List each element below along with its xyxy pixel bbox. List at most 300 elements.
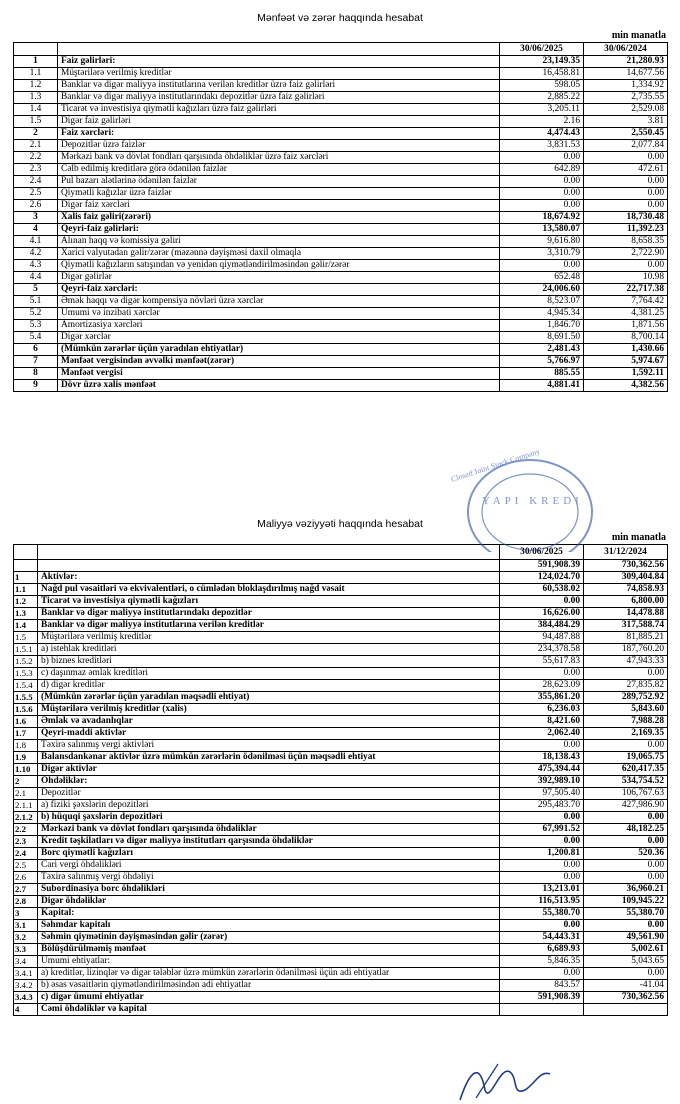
balance-value-col1: 0.00 <box>500 860 584 872</box>
balance-value-col1: 591,908.39 <box>500 992 584 1004</box>
income-table-row <box>14 356 668 368</box>
income-row-label: Qiymətli kağızların satışından və yenidən qiymətləndirilməsindən gəlir/zərər <box>58 260 500 272</box>
balance-row-label: b) hüquqi şəxslərin depozitləri <box>38 812 500 824</box>
balance-row-number: 3.2 <box>14 932 38 944</box>
income-statement-table <box>13 42 668 392</box>
company-stamp-icon <box>430 442 600 552</box>
balance-table-row <box>14 932 668 944</box>
balance-row-number: 1.1 <box>14 584 38 596</box>
balance-value-col1: 0.00 <box>500 836 584 848</box>
income-value-col2: 1,592.11 <box>584 368 668 380</box>
income-value-col2: 5,974.67 <box>584 356 668 368</box>
income-row-number: 1.4 <box>14 104 58 116</box>
balance-row-label: Cəmi öhdəliklər və kapital <box>38 1004 500 1016</box>
balance-row-label: a) istehlak kreditləri <box>38 644 500 656</box>
balance-column-header: 31/12/2024 <box>584 545 668 560</box>
balance-value-col2: 0.00 <box>584 968 668 980</box>
balance-row-label: Müştərilərə verilmiş kreditlər (xalis) <box>38 704 500 716</box>
balance-column-header: 30/06/2025 <box>500 545 584 560</box>
balance-table-row <box>14 1004 668 1016</box>
balance-row-number: 1.9 <box>14 752 38 764</box>
income-row-label: Xalis faiz gəliri(zərəri) <box>58 212 500 224</box>
income-value-col2: 0.00 <box>584 200 668 212</box>
income-row-number: 7 <box>14 356 58 368</box>
income-table-row <box>14 188 668 200</box>
balance-row-label: Səhmdar kapitalı <box>38 920 500 932</box>
income-column-header: 30/06/2024 <box>584 43 668 56</box>
income-row-label: Faiz xərcləri: <box>58 128 500 140</box>
income-row-label: Amortizasiya xərcləri <box>58 320 500 332</box>
balance-value-col1: 97,505.40 <box>500 788 584 800</box>
income-value-col2: 472.61 <box>584 164 668 176</box>
income-table-row <box>14 320 668 332</box>
balance-table-row <box>14 704 668 716</box>
balance-value-col1: 60,538.02 <box>500 584 584 596</box>
income-row-number: 8 <box>14 368 58 380</box>
balance-table-row <box>14 656 668 668</box>
income-row-label: Alınan haqq və komissiya gəliri <box>58 236 500 248</box>
balance-row-number: 1.5.2 <box>14 656 38 668</box>
income-value-col1: 2,885.22 <box>500 92 584 104</box>
balance-value-col1: 355,861.20 <box>500 692 584 704</box>
income-table-row <box>14 260 668 272</box>
income-value-col2: 1,334.92 <box>584 80 668 92</box>
balance-row-number: 3 <box>14 908 38 920</box>
balance-table-row <box>14 716 668 728</box>
income-value-col1: 3,310.79 <box>500 248 584 260</box>
income-row-label: Ticarət və investisiya qiymətli kağızları üzrə faiz gəlirləri <box>58 104 500 116</box>
income-table-row <box>14 68 668 80</box>
balance-value-col1: 54,443.31 <box>500 932 584 944</box>
income-value-col1: 4,474.43 <box>500 128 584 140</box>
income-value-col1: 13,580.07 <box>500 224 584 236</box>
balance-row-label: Səhmin qiymətinin dəyişməsindən gəlir (zərər) <box>38 932 500 944</box>
balance-row-number: 1.2 <box>14 596 38 608</box>
balance-row-label: Mərkəzi bank və dövlət fondları qarşısında öhdəliklər <box>38 824 500 836</box>
balance-value-col1: 0.00 <box>500 812 584 824</box>
income-value-col1: 2.16 <box>500 116 584 128</box>
income-value-col2: 2,529.08 <box>584 104 668 116</box>
balance-row-number: 2 <box>14 776 38 788</box>
balance-value-col2: 27,835.82 <box>584 680 668 692</box>
balance-row-number: 1.5 <box>14 632 38 644</box>
balance-row-label: Digər öhdəliklər <box>38 896 500 908</box>
balance-row-label: Əmlak və avadanlıqlar <box>38 716 500 728</box>
income-table-row <box>14 368 668 380</box>
income-value-col1: 23,149.35 <box>500 56 584 68</box>
income-table-row <box>14 152 668 164</box>
income-value-col1: 4,881.41 <box>500 380 584 392</box>
income-value-col1: 2,481.43 <box>500 344 584 356</box>
balance-row-label: a) kreditlər, lizinqlər və digər tələblər üzrə mümkün zərərlərin ödənilməsi üçün adi ehtiyatlar <box>38 968 500 980</box>
svg-text:Closed Joint Stock Company: Closed Joint Stock Company <box>449 446 542 484</box>
balance-table-row <box>14 836 668 848</box>
signature-icon <box>440 1060 560 1104</box>
income-row-label: Əmək haqqı və digər kompensiya növləri üzrə xərclər <box>58 296 500 308</box>
income-row-number: 2.6 <box>14 200 58 212</box>
income-table-row <box>14 56 668 68</box>
income-table-row <box>14 212 668 224</box>
balance-value-col2: 289,752.92 <box>584 692 668 704</box>
income-row-number: 5.2 <box>14 308 58 320</box>
income-value-col1: 0.00 <box>500 200 584 212</box>
income-row-label: Depozitlər üzrə faizlər <box>58 140 500 152</box>
income-row-label: Müştərilərə verilmiş kreditlər <box>58 68 500 80</box>
income-table-row <box>14 296 668 308</box>
income-value-col1: 3,831.53 <box>500 140 584 152</box>
balance-row-number: 1.8 <box>14 740 38 752</box>
balance-row-number: 2.7 <box>14 884 38 896</box>
income-table-row <box>14 272 668 284</box>
income-value-col2: 14,677.56 <box>584 68 668 80</box>
balance-value-col1: 55,380.70 <box>500 908 584 920</box>
income-table-row <box>14 92 668 104</box>
balance-row-number: 2.3 <box>14 836 38 848</box>
balance-value-col2: 109,945.22 <box>584 896 668 908</box>
balance-sheet-title: Maliyyə vəziyyəti haqqında hesabat <box>257 518 423 530</box>
balance-value-col1: 0.00 <box>500 968 584 980</box>
income-value-col1: 642.89 <box>500 164 584 176</box>
balance-row-label: Balansdankənar aktivlər üzrə mümkün zərərlərin ödənilməsi üçün məqsədli ehtiyat <box>38 752 500 764</box>
balance-value-col1: 6,236.03 <box>500 704 584 716</box>
balance-row-number: 2.1.1 <box>14 800 38 812</box>
income-table-row <box>14 224 668 236</box>
balance-table-row <box>14 812 668 824</box>
balance-row-number: 1.4 <box>14 620 38 632</box>
balance-table-row <box>14 848 668 860</box>
income-value-col2: 1,871.56 <box>584 320 668 332</box>
balance-row-label: Kapital: <box>38 908 500 920</box>
balance-value-col2: 55,380.70 <box>584 908 668 920</box>
income-row-number: 1.3 <box>14 92 58 104</box>
balance-value-col1: 8,421.60 <box>500 716 584 728</box>
income-value-col2: 18,730.48 <box>584 212 668 224</box>
balance-row-number: 2.1 <box>14 788 38 800</box>
balance-value-col1: 2,062.40 <box>500 728 584 740</box>
income-row-number: 4.1 <box>14 236 58 248</box>
income-table-row <box>14 140 668 152</box>
income-value-col1: 885.55 <box>500 368 584 380</box>
income-row-label: Faiz gəlirləri: <box>58 56 500 68</box>
income-row-label: Pul bazarı alətlərinə ödənilən faizlər <box>58 176 500 188</box>
income-value-col2: 0.00 <box>584 188 668 200</box>
balance-row-number: 3.4 <box>14 956 38 968</box>
balance-row-label: Təxirə salınmış vergi öhdəliyi <box>38 872 500 884</box>
balance-row-number: 2.8 <box>14 896 38 908</box>
balance-table-row <box>14 728 668 740</box>
balance-row-number: 2.2 <box>14 824 38 836</box>
income-row-number: 6 <box>14 344 58 356</box>
balance-value-col2: 0.00 <box>584 920 668 932</box>
income-value-col2: 2,077.84 <box>584 140 668 152</box>
balance-value-col2: 81,885.21 <box>584 632 668 644</box>
income-value-col1: 8,691.50 <box>500 332 584 344</box>
balance-row-number: 3.4.3 <box>14 992 38 1004</box>
income-unit-label: min manatla <box>611 30 666 41</box>
income-table-row <box>14 116 668 128</box>
income-value-col2: 4,382.56 <box>584 380 668 392</box>
balance-table-row <box>14 596 668 608</box>
balance-value-col2: 309,404.84 <box>584 572 668 584</box>
balance-value-col2: 620,417.35 <box>584 764 668 776</box>
balance-value-col2: 187,760.20 <box>584 644 668 656</box>
balance-value-col2: 5,043.65 <box>584 956 668 968</box>
income-row-label: Digər faiz gəlirləri <box>58 116 500 128</box>
balance-row-label: Banklar və digər maliyyə institutlarındakı depozitlər <box>38 608 500 620</box>
balance-row-label: Müştərilərə verilmiş kreditlər <box>38 632 500 644</box>
balance-row-label <box>38 560 500 572</box>
balance-table-row <box>14 572 668 584</box>
income-row-label: Digər gəlirlər <box>58 272 500 284</box>
income-value-col2: 3.81 <box>584 116 668 128</box>
income-row-label: Digər xərclər <box>58 332 500 344</box>
balance-row-label: a) fiziki şəxslərin depozitləri <box>38 800 500 812</box>
balance-value-col2: 730,362.56 <box>584 992 668 1004</box>
income-row-number: 2.4 <box>14 176 58 188</box>
balance-value-col1: 392,989.10 <box>500 776 584 788</box>
balance-table-row <box>14 896 668 908</box>
income-row-label: Qeyri-faiz gəlirləri: <box>58 224 500 236</box>
income-row-number: 2.1 <box>14 140 58 152</box>
balance-value-col2: 317,588.74 <box>584 620 668 632</box>
balance-value-col2: 14,478.88 <box>584 608 668 620</box>
income-row-number: 2 <box>14 128 58 140</box>
income-row-label: Banklar və digər maliyyə institutlarına verilən kreditlər üzrə faiz gəlirləri <box>58 80 500 92</box>
balance-value-col1: 94,487.88 <box>500 632 584 644</box>
income-row-number: 1.5 <box>14 116 58 128</box>
balance-table-row <box>14 584 668 596</box>
income-value-col1: 8,523.07 <box>500 296 584 308</box>
income-value-col1: 18,674.92 <box>500 212 584 224</box>
balance-value-col1: 384,484.29 <box>500 620 584 632</box>
balance-value-col2: 520.36 <box>584 848 668 860</box>
income-value-col2: 8,658.35 <box>584 236 668 248</box>
balance-value-col2: 0.00 <box>584 812 668 824</box>
balance-table-row <box>14 944 668 956</box>
income-table-row <box>14 104 668 116</box>
income-table-row <box>14 176 668 188</box>
income-value-col2: 22,717.38 <box>584 284 668 296</box>
balance-table-row <box>14 788 668 800</box>
balance-table-row <box>14 608 668 620</box>
income-value-col1: 0.00 <box>500 188 584 200</box>
balance-table-row <box>14 632 668 644</box>
balance-row-label: Banklar və digər maliyyə institutlarına verilən kreditlər <box>38 620 500 632</box>
balance-table-row <box>14 776 668 788</box>
income-row-label: Mərkəzi bank və dövlət fondları qarşısında öhdəliklər üzrə faiz xərcləri <box>58 152 500 164</box>
income-table-row <box>14 128 668 140</box>
balance-row-label: (Mümkün zərərlər üçün yaradılan məqsədli ehtiyat) <box>38 692 500 704</box>
balance-table-row <box>14 980 668 992</box>
balance-row-number: 1.3 <box>14 608 38 620</box>
balance-value-col2 <box>584 1004 668 1016</box>
balance-row-label: Depozitlər <box>38 788 500 800</box>
income-row-number: 9 <box>14 380 58 392</box>
income-row-number: 1 <box>14 56 58 68</box>
balance-table-row <box>14 620 668 632</box>
balance-table-row <box>14 560 668 572</box>
balance-value-col2: -41.04 <box>584 980 668 992</box>
income-column-header: 30/06/2025 <box>500 43 584 56</box>
income-header-blank <box>58 43 500 56</box>
balance-row-label: Öhdəliklər: <box>38 776 500 788</box>
balance-row-label: Nağd pul vəsaitləri və ekvivalentləri, o cümlədən bloklaşdırılmış nağd vəsait <box>38 584 500 596</box>
income-row-number: 5.1 <box>14 296 58 308</box>
balance-table-row <box>14 692 668 704</box>
income-value-col2: 11,392.23 <box>584 224 668 236</box>
balance-table-row <box>14 956 668 968</box>
balance-row-number: 1.5.1 <box>14 644 38 656</box>
balance-row-label: b) biznes kreditləri <box>38 656 500 668</box>
balance-row-number: 2.1.2 <box>14 812 38 824</box>
income-value-col2: 0.00 <box>584 260 668 272</box>
balance-value-col2: 49,561.90 <box>584 932 668 944</box>
balance-value-col2: 0.00 <box>584 860 668 872</box>
income-header-blank <box>14 43 58 56</box>
income-value-col2: 7,764.42 <box>584 296 668 308</box>
income-value-col1: 598.05 <box>500 80 584 92</box>
income-header-row <box>14 43 668 56</box>
income-row-label: Banklar və digər maliyyə institutlarındakı depozitlər üzrə faiz gəlirləri <box>58 92 500 104</box>
income-row-number: 2.2 <box>14 152 58 164</box>
balance-row-number: 1.7 <box>14 728 38 740</box>
income-row-label: Dövr üzrə xalis mənfəət <box>58 380 500 392</box>
balance-table-row <box>14 884 668 896</box>
balance-value-col2: 7,988.28 <box>584 716 668 728</box>
income-row-number: 3 <box>14 212 58 224</box>
income-row-number: 4 <box>14 224 58 236</box>
balance-value-col1 <box>500 1004 584 1016</box>
balance-value-col1: 475,394.44 <box>500 764 584 776</box>
balance-table-row <box>14 908 668 920</box>
balance-value-col2: 0.00 <box>584 836 668 848</box>
balance-row-number: 2.5 <box>14 860 38 872</box>
balance-row-label: Cari vergi öhdəlikləri <box>38 860 500 872</box>
balance-row-label: Digər aktivlər <box>38 764 500 776</box>
balance-row-label: Təxirə salınmış vergi aktivləri <box>38 740 500 752</box>
income-row-label: Ümumi və inzibati xərclər <box>58 308 500 320</box>
income-table-row <box>14 164 668 176</box>
income-row-number: 4.3 <box>14 260 58 272</box>
balance-value-col2: 2,169.35 <box>584 728 668 740</box>
balance-table-row <box>14 992 668 1004</box>
balance-table-row <box>14 668 668 680</box>
balance-row-label: Subordinasiya borc öhdəlikləri <box>38 884 500 896</box>
income-value-col1: 0.00 <box>500 260 584 272</box>
balance-unit-label: min manatla <box>611 532 666 543</box>
balance-row-number: 1.10 <box>14 764 38 776</box>
balance-value-col1: 295,483.70 <box>500 800 584 812</box>
balance-row-number: 2.6 <box>14 872 38 884</box>
balance-row-number: 2.4 <box>14 848 38 860</box>
balance-value-col2: 5,002.61 <box>584 944 668 956</box>
balance-value-col1: 6,689.93 <box>500 944 584 956</box>
income-table-row <box>14 380 668 392</box>
balance-table-row <box>14 824 668 836</box>
balance-value-col1: 124,024.70 <box>500 572 584 584</box>
balance-value-col2: 74,858.93 <box>584 584 668 596</box>
income-value-col2: 0.00 <box>584 152 668 164</box>
balance-value-col2: 48,182.25 <box>584 824 668 836</box>
balance-row-label: Borc qiymətli kağızları <box>38 848 500 860</box>
balance-table-row <box>14 920 668 932</box>
income-row-number: 1.2 <box>14 80 58 92</box>
balance-table-row <box>14 752 668 764</box>
balance-value-col2: 534,754.52 <box>584 776 668 788</box>
income-row-label: Qiymətli kağızlar üzrə faizlər <box>58 188 500 200</box>
balance-value-col2: 730,362.56 <box>584 560 668 572</box>
income-value-col1: 9,616.80 <box>500 236 584 248</box>
balance-value-col2: 427,986.90 <box>584 800 668 812</box>
income-value-col1: 652.48 <box>500 272 584 284</box>
income-statement-title: Mənfəət və zərər haqqında hesabat <box>257 12 423 24</box>
income-value-col1: 1,846.70 <box>500 320 584 332</box>
balance-row-number: 3.4.2 <box>14 980 38 992</box>
balance-value-col1: 55,617.83 <box>500 656 584 668</box>
balance-value-col1: 28,623.09 <box>500 680 584 692</box>
balance-value-col2: 0.00 <box>584 668 668 680</box>
balance-table-row <box>14 860 668 872</box>
balance-value-col1: 591,908.39 <box>500 560 584 572</box>
income-row-number: 4.2 <box>14 248 58 260</box>
balance-row-number: 1.5.5 <box>14 692 38 704</box>
income-row-number: 4.4 <box>14 272 58 284</box>
income-value-col1: 0.00 <box>500 152 584 164</box>
income-value-col2: 1,430.66 <box>584 344 668 356</box>
income-row-label: Cəlb edilmiş kreditlərə görə ödənilən faizlər <box>58 164 500 176</box>
balance-row-label: Ticarət və investisiya qiymətli kağızları <box>38 596 500 608</box>
balance-row-number: 1.5.4 <box>14 680 38 692</box>
balance-value-col2: 106,767.63 <box>584 788 668 800</box>
balance-value-col1: 0.00 <box>500 740 584 752</box>
income-table-row <box>14 344 668 356</box>
balance-value-col1: 13,213.01 <box>500 884 584 896</box>
balance-row-label: Bölüşdürülməmiş mənfəət <box>38 944 500 956</box>
balance-value-col1: 1,200.81 <box>500 848 584 860</box>
balance-value-col1: 0.00 <box>500 668 584 680</box>
income-row-label: Qeyri-faiz xərcləri: <box>58 284 500 296</box>
balance-header-blank <box>14 545 38 560</box>
balance-value-col1: 0.00 <box>500 596 584 608</box>
balance-value-col1: 0.00 <box>500 920 584 932</box>
balance-table-row <box>14 764 668 776</box>
balance-value-col2: 0.00 <box>584 872 668 884</box>
balance-table-row <box>14 680 668 692</box>
balance-table-row <box>14 968 668 980</box>
balance-table-row <box>14 800 668 812</box>
balance-sheet-table <box>13 544 668 1016</box>
balance-row-number: 4 <box>14 1004 38 1016</box>
income-value-col2: 2,722.90 <box>584 248 668 260</box>
balance-value-col2: 19,065.75 <box>584 752 668 764</box>
income-table-row <box>14 236 668 248</box>
income-value-col1: 24,006.60 <box>500 284 584 296</box>
balance-value-col1: 5,846.35 <box>500 956 584 968</box>
income-table-row <box>14 200 668 212</box>
balance-row-label: Ümumi ehtiyatlar: <box>38 956 500 968</box>
balance-row-label: Kredit təşkilatları və digər maliyyə institutları qarşısında öhdəliklər <box>38 836 500 848</box>
income-table-row <box>14 332 668 344</box>
svg-text:YAPI KREDI: YAPI KREDI <box>482 495 583 507</box>
balance-row-label: Qeyri-maddi aktivlər <box>38 728 500 740</box>
balance-row-number: 3.4.1 <box>14 968 38 980</box>
balance-row-number: 1.6 <box>14 716 38 728</box>
income-value-col2: 4,381.25 <box>584 308 668 320</box>
balance-row-label: Aktivlər: <box>38 572 500 584</box>
income-row-number: 5.4 <box>14 332 58 344</box>
income-value-col1: 0.00 <box>500 176 584 188</box>
income-table-row <box>14 80 668 92</box>
